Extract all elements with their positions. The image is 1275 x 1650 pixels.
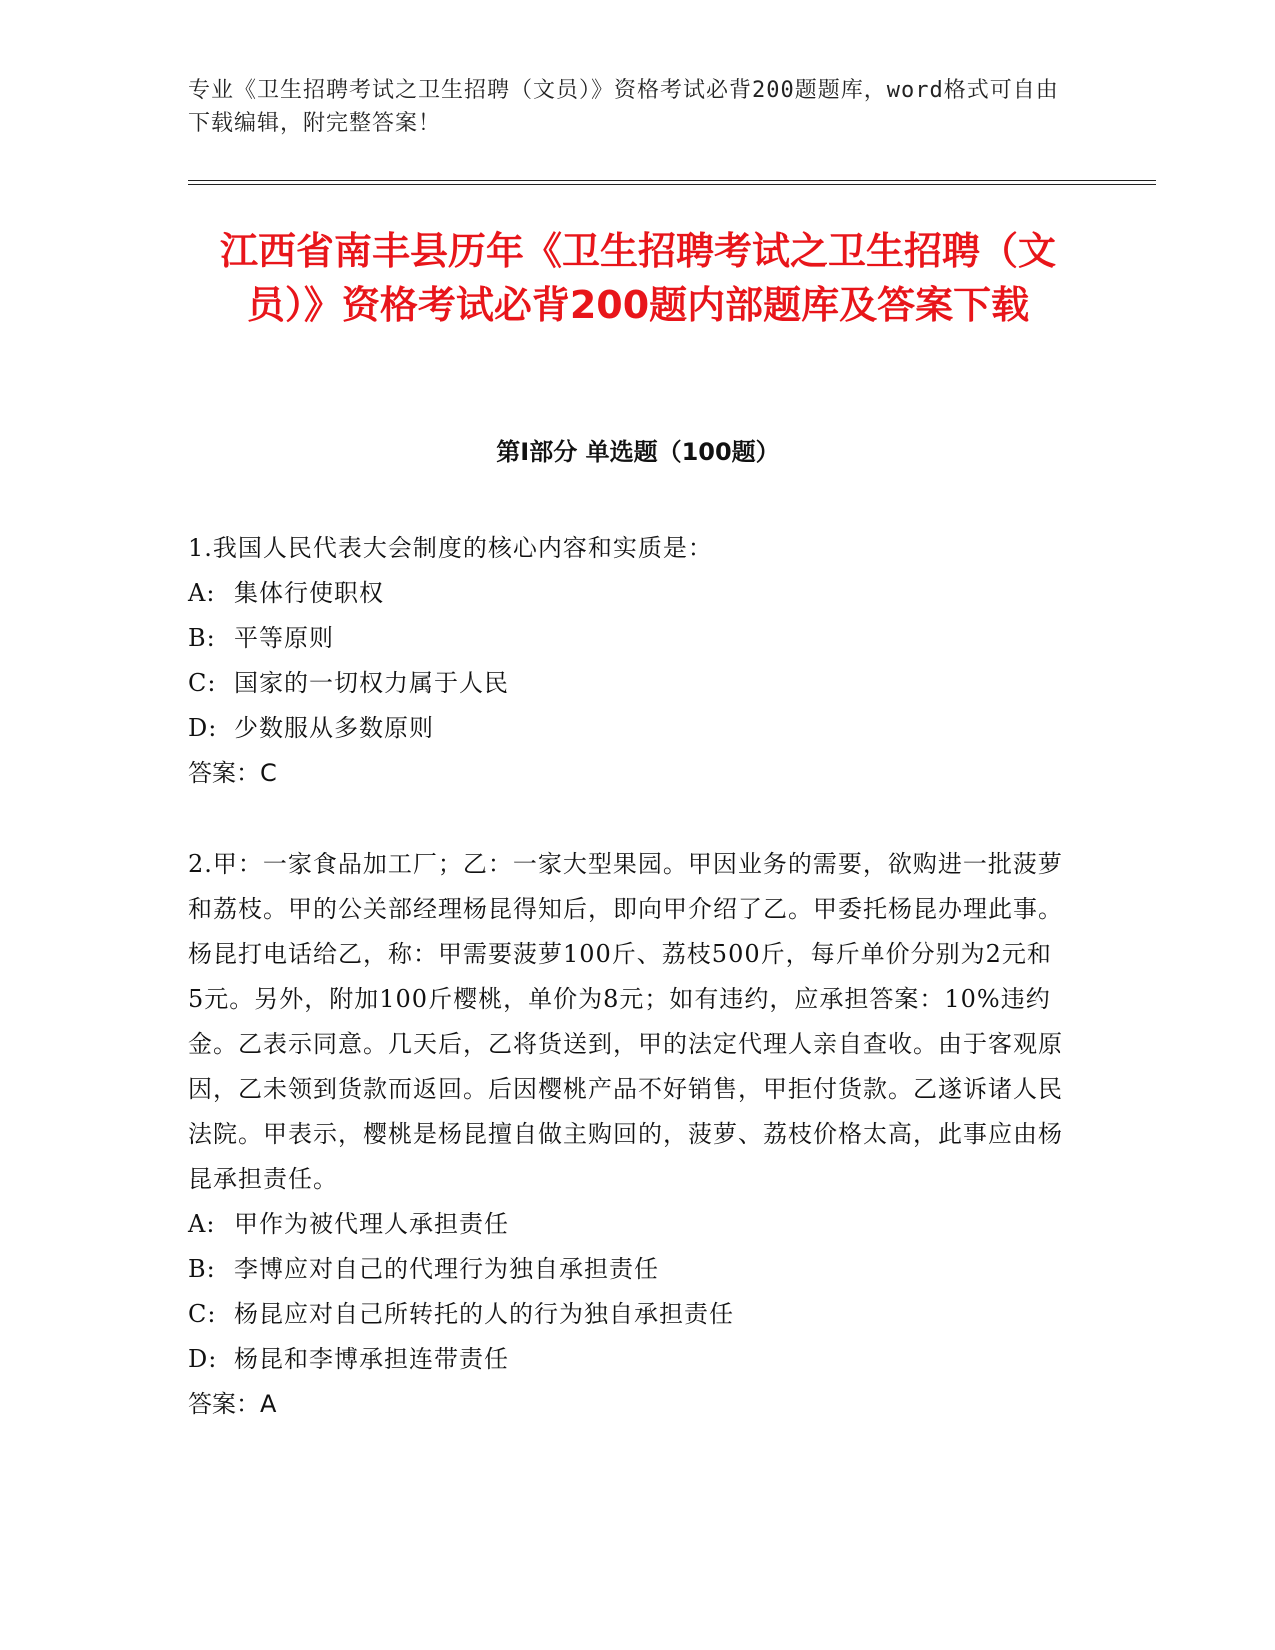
- option-text: 集体行使职权: [234, 579, 384, 607]
- question-stem: 2.甲：一家食品加工厂；乙：一家大型果园。甲因业务的需要，欲购进一批菠萝和荔枝。甲的公关部经理杨昆得知后，即向甲介绍了乙。甲委托杨昆办理此事。杨昆打电话给乙，称：甲需要菠萝100斤、荔枝500斤，每斤单价分别为2元和5元。另外，附加100斤樱桃，单价为8元；如有违约，应承担答案：10%违约金。乙表示同意。几天后，乙将货送到，甲的法定代理人亲自查收。由于客观原因，乙未领到货款而返回。后因樱桃产品不好销售，甲拒付货款。乙遂诉诸人民法院。甲表示，樱桃是杨昆擅自做主购回的，菠萝、荔枝价格太高，此事应由杨昆承担责任。: [188, 850, 1063, 1193]
- option-text: 国家的一切权力属于人民: [234, 669, 509, 697]
- question-stem: 1.我国人民代表大会制度的核心内容和实质是：: [188, 534, 713, 562]
- answer: 答案：C: [188, 759, 277, 787]
- option-d: [188, 706, 1068, 751]
- option-b: [188, 1247, 1068, 1292]
- option-text: 杨昆应对自己所转托的人的行为独自承担责任: [234, 1300, 734, 1328]
- option-key: D:: [188, 1345, 218, 1373]
- header-note: 专业《卫生招聘考试之卫生招聘（文员）》资格考试必背200题题库，word格式可自由下载编辑，附完整答案！: [188, 78, 1059, 136]
- question-2: [188, 842, 1068, 1427]
- option-text: 少数服从多数原则: [234, 714, 434, 742]
- option-c: [188, 661, 1068, 706]
- option-key: C:: [188, 1300, 217, 1328]
- option-key: A:: [188, 579, 216, 607]
- section-title: 第I部分 单选题（100题）: [496, 438, 780, 466]
- option-key: D:: [188, 714, 218, 742]
- header-divider-bottom: [188, 184, 1156, 185]
- option-key: A:: [188, 1210, 216, 1238]
- option-b: [188, 616, 1068, 661]
- question-1: [188, 526, 1068, 796]
- option-text: 杨昆和李博承担连带责任: [234, 1345, 509, 1373]
- option-text: 李博应对自己的代理行为独自承担责任: [234, 1255, 659, 1283]
- answer: 答案：A: [188, 1390, 277, 1418]
- option-key: B:: [188, 1255, 216, 1283]
- header-divider-top: [188, 180, 1156, 181]
- option-d: [188, 1337, 1068, 1382]
- option-text: 甲作为被代理人承担责任: [234, 1210, 509, 1238]
- option-a: [188, 1202, 1068, 1247]
- document-title: 江西省南丰县历年《卫生招聘考试之卫生招聘（文员）》资格考试必背200题内部题库及答案下载: [219, 229, 1056, 327]
- option-text: 平等原则: [234, 624, 334, 652]
- option-key: C:: [188, 669, 217, 697]
- option-c: [188, 1292, 1068, 1337]
- option-key: B:: [188, 624, 216, 652]
- option-a: [188, 571, 1068, 616]
